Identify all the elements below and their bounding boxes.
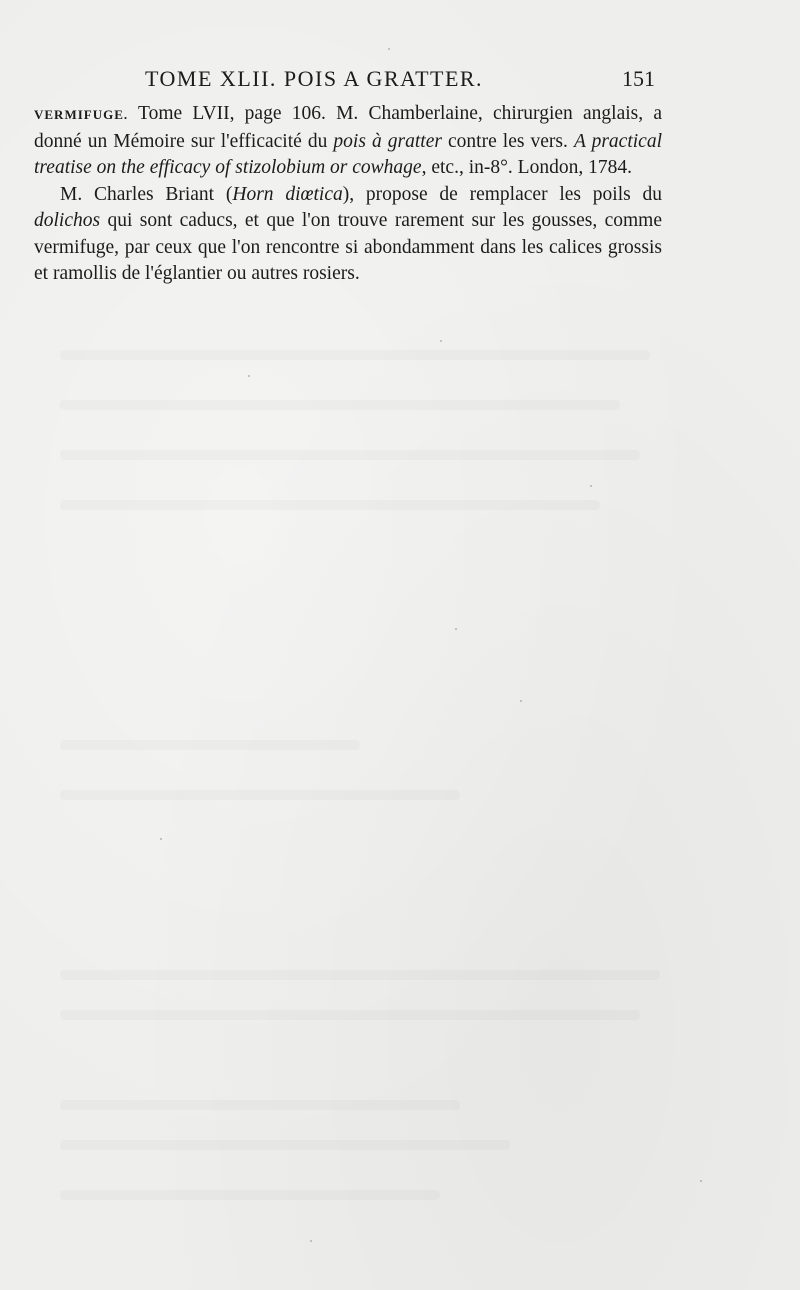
italic-segment: pois à gratter [333, 130, 442, 152]
paper-speck [590, 485, 592, 487]
show-through-text [60, 740, 360, 750]
text-segment: ), propose de remplacer les poils du [342, 183, 662, 205]
paper-speck [440, 340, 442, 342]
paper-speck [310, 1240, 312, 1242]
show-through-text [60, 970, 660, 980]
body-text [34, 101, 662, 288]
paper-speck [520, 700, 522, 702]
show-through-text [60, 450, 640, 460]
book-title: A practical treatise on the efficacy of stizolobium or cowhage [34, 130, 662, 178]
text-segment: contre les vers. [441, 130, 574, 152]
paper-speck [160, 838, 162, 840]
paragraph [34, 182, 662, 288]
entry-keyword: VERMIFUGE. [34, 107, 129, 122]
show-through-text [60, 350, 650, 360]
paper-speck [700, 1180, 702, 1182]
text-segment: M. Charles Briant ( [60, 183, 233, 205]
paper-speck [388, 48, 390, 50]
text-segment: , etc., in-8°. London, 1784. [421, 157, 632, 178]
show-through-text [60, 1010, 640, 1020]
text-segment: qui sont caducs, et que l'on trouve rarement sur les gousses, comme vermifuge, par ceux que l'on rencontre si abondamment dans les calices grossis et ramollis de l'églantier ou autres rosiers. [34, 210, 662, 284]
show-through-text [60, 1140, 510, 1150]
italic-segment: dolichos [34, 210, 101, 231]
paragraph [34, 101, 662, 182]
page-number: 151 [622, 66, 655, 91]
text-segment: Tome LVII, page 106. M. Chamberlaine, chirurgien anglais, a donné un Mémoire sur l'efficacité du [34, 103, 662, 152]
page-header [145, 66, 655, 96]
running-title: TOME XLII. POIS A GRATTER. [145, 66, 484, 91]
paper-speck [455, 628, 457, 630]
italic-segment: Horn diœtica [232, 183, 343, 205]
show-through-text [60, 1100, 460, 1110]
show-through-text [60, 400, 620, 410]
paper-speck [248, 375, 250, 377]
show-through-text [60, 1190, 440, 1200]
show-through-text [60, 790, 460, 800]
show-through-text [60, 500, 600, 510]
